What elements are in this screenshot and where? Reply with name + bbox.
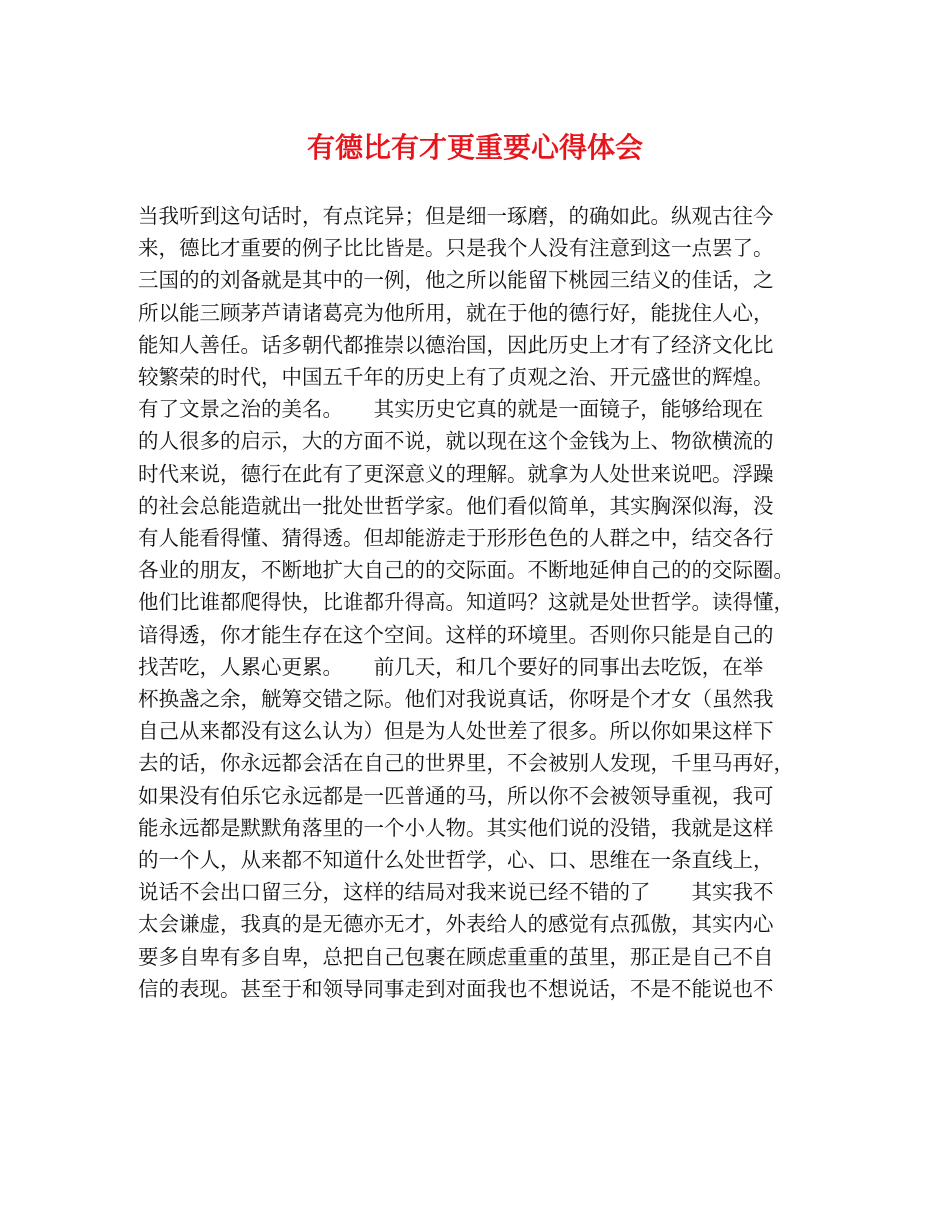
body-line: 有了文景之治的美名。 其实历史它真的就是一面镜子，能够给现在	[138, 397, 764, 422]
body-line: 有人能看得懂、猜得透。但却能游走于形形色色的人群之中，结交各行	[138, 526, 774, 551]
document-body	[138, 200, 828, 1005]
body-line: 能知人善任。话多朝代都推崇以德治国，因此历史上才有了经济文化比	[138, 332, 774, 357]
body-line: 如果没有伯乐它永远都是一匹普通的马，所以你不会被领导重视，我可	[138, 783, 774, 808]
body-line: 去的话，你永远都会活在自己的世界里，不会被别人发现，千里马再好，	[138, 751, 794, 776]
document-title: 有德比有才更重要心得体会	[306, 131, 643, 164]
body-line: 的一个人，从来都不知道什么处世哲学，心、口、思维在一条直线上，	[138, 848, 774, 873]
body-line: 他们比谁都爬得快，比谁都升得高。知道吗？这就是处世哲学。读得懂，	[138, 590, 794, 615]
body-line: 说话不会出口留三分，这样的结局对我来说已经不错的了 其实我不	[138, 880, 774, 905]
body-line: 杯换盏之余，觥筹交错之际。他们对我说真话，你呀是个才女（虽然我	[138, 687, 774, 712]
body-line: 时代来说，德行在此有了更深意义的理解。就拿为人处世来说吧。浮躁	[138, 461, 774, 486]
body-line: 当我听到这句话时，有点诧异；但是细一琢磨，的确如此。纵观古往今	[138, 204, 774, 228]
body-line: 找苦吃，人累心更累。 前几天，和几个要好的同事出去吃饭，在举	[138, 654, 764, 679]
body-line: 能永远都是默默角落里的一个小人物。其实他们说的没错，我就是这样	[138, 815, 774, 840]
body-line: 信的表现。甚至于和领导同事走到对面我也不想说话，不是不能说也不	[138, 976, 774, 1001]
body-line: 所以能三顾茅芦请诸葛亮为他所用，就在于他的德行好，能拢住人心，	[138, 300, 774, 325]
body-line: 各业的朋友，不断地扩大自己的的交际面。不断地延伸自己的的交际圈。	[138, 558, 794, 583]
body-line: 的人很多的启示，大的方面不说，就以现在这个金钱为上、物欲横流的	[138, 429, 774, 454]
body-line: 谙得透，你才能生存在这个空间。这样的环境里。否则你只能是自己的	[138, 622, 774, 647]
body-line: 的社会总能造就出一批处世哲学家。他们看似简单，其实胸深似海，没	[138, 493, 774, 518]
body-line: 较繁荣的时代，中国五千年的历史上有了贞观之治、开元盛世的辉煌。	[138, 365, 774, 390]
body-line: 太会谦虚，我真的是无德亦无才，外表给人的感觉有点孤傲，其实内心	[138, 912, 774, 937]
body-line: 三国的的刘备就是其中的一例，他之所以能留下桃园三结义的佳话，之	[138, 268, 774, 293]
body-line: 来，德比才重要的例子比比皆是。只是我个人没有注意到这一点罢了。	[138, 236, 774, 261]
body-line: 要多自卑有多自卑，总把自己包裹在顾虑重重的茧里，那正是自己不自	[138, 944, 774, 969]
body-line: 自己从来都没有这么认为）但是为人处世差了很多。所以你如果这样下	[138, 719, 774, 744]
